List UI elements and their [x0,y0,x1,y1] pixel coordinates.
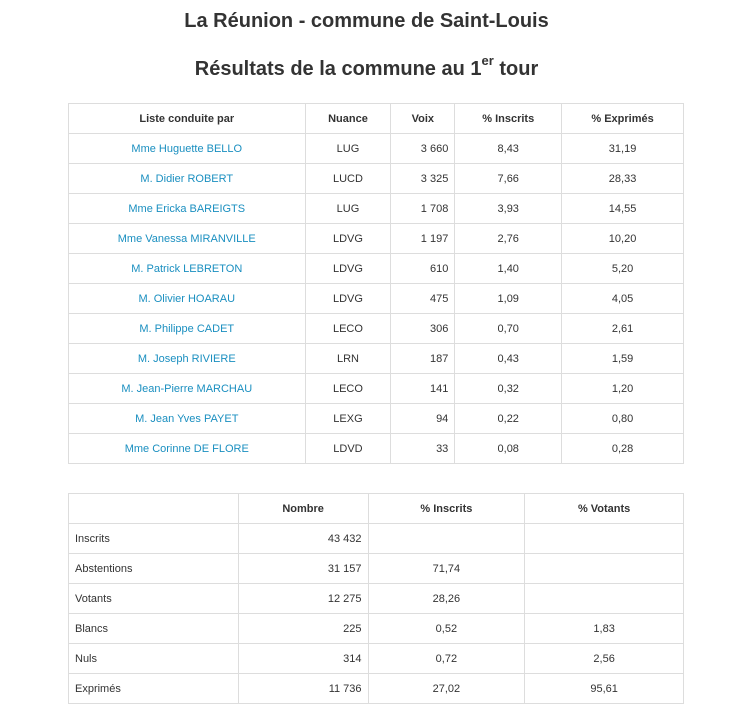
nuance-cell: LEXG [305,404,391,434]
nombre-cell: 225 [238,614,368,644]
candidate-name-link[interactable]: Mme Ericka BAREIGTS [69,194,306,224]
nuance-cell: LRN [305,344,391,374]
column-header-nombre: Nombre [238,494,368,524]
candidate-name-link[interactable]: M. Didier ROBERT [69,164,306,194]
table-row [69,284,684,314]
pct-exprimes-cell: 0,80 [562,404,684,434]
pct-inscrits-cell [368,524,525,554]
pct-inscrits-cell: 0,70 [455,314,562,344]
column-header-liste: Liste conduite par [69,104,306,134]
table-row [69,674,684,704]
summary-label-cell: Inscrits [69,524,239,554]
candidate-name-link[interactable]: M. Philippe CADET [69,314,306,344]
table-row [69,254,684,284]
pct-votants-cell [525,524,684,554]
subtitle-superscript: er [481,53,494,69]
pct-inscrits-cell: 27,02 [368,674,525,704]
nombre-cell: 12 275 [238,584,368,614]
table-row [69,194,684,224]
pct-exprimes-cell: 0,28 [562,434,684,464]
nombre-cell: 31 157 [238,554,368,584]
column-header-pct-inscrits: % Inscrits [368,494,525,524]
summary-label-cell: Nuls [69,644,239,674]
candidate-name-link[interactable]: M. Patrick LEBRETON [69,254,306,284]
pct-inscrits-cell: 0,52 [368,614,525,644]
pct-exprimes-cell: 5,20 [562,254,684,284]
voix-cell: 3 325 [391,164,455,194]
pct-exprimes-cell: 31,19 [562,134,684,164]
table-row [69,134,684,164]
table-row [69,404,684,434]
table-row [69,554,684,584]
candidate-name-link[interactable]: M. Jean Yves PAYET [69,404,306,434]
pct-inscrits-cell: 1,40 [455,254,562,284]
pct-exprimes-cell: 1,59 [562,344,684,374]
nombre-cell: 43 432 [238,524,368,554]
pct-inscrits-cell: 28,26 [368,584,525,614]
column-header-voix: Voix [391,104,455,134]
summary-table [68,493,684,704]
pct-votants-cell: 95,61 [525,674,684,704]
pct-votants-cell: 2,56 [525,644,684,674]
subtitle-text: Résultats de la commune au 1 [194,58,482,80]
table-row [69,644,684,674]
pct-votants-cell: 1,83 [525,614,684,644]
pct-inscrits-cell: 0,72 [368,644,525,674]
pct-exprimes-cell: 1,20 [562,374,684,404]
voix-cell: 475 [391,284,455,314]
table-row [69,584,684,614]
nuance-cell: LUCD [305,164,391,194]
pct-inscrits-cell: 8,43 [455,134,562,164]
nuance-cell: LDVG [305,224,391,254]
summary-label-cell: Abstentions [69,554,239,584]
results-table [68,103,684,464]
pct-inscrits-cell: 0,43 [455,344,562,374]
column-header-exprimes: % Exprimés [562,104,684,134]
table-row [69,614,684,644]
pct-inscrits-cell: 2,76 [455,224,562,254]
summary-label-cell: Exprimés [69,674,239,704]
voix-cell: 610 [391,254,455,284]
table-row [69,164,684,194]
column-header-inscrits: % Inscrits [455,104,562,134]
column-header-empty [69,494,239,524]
pct-inscrits-cell: 7,66 [455,164,562,194]
voix-cell: 1 708 [391,194,455,224]
pct-inscrits-cell: 0,32 [455,374,562,404]
pct-inscrits-cell: 0,08 [455,434,562,464]
summary-header-row [69,494,684,524]
pct-votants-cell [525,554,684,584]
results-header-row [69,104,684,134]
voix-cell: 33 [391,434,455,464]
nuance-cell: LUG [305,194,391,224]
nuance-cell: LDVG [305,284,391,314]
candidate-name-link[interactable]: Mme Huguette BELLO [69,134,306,164]
nuance-cell: LUG [305,134,391,164]
nuance-cell: LDVD [305,434,391,464]
voix-cell: 306 [391,314,455,344]
voix-cell: 3 660 [391,134,455,164]
summary-label-cell: Votants [69,584,239,614]
nombre-cell: 314 [238,644,368,674]
column-header-pct-votants: % Votants [525,494,684,524]
nombre-cell: 11 736 [238,674,368,704]
subtitle-end: tour [493,58,539,80]
summary-label-cell: Blancs [69,614,239,644]
pct-votants-cell [525,584,684,614]
voix-cell: 141 [391,374,455,404]
table-row [69,524,684,554]
pct-exprimes-cell: 2,61 [562,314,684,344]
candidate-name-link[interactable]: Mme Corinne DE FLORE [69,434,306,464]
pct-exprimes-cell: 4,05 [562,284,684,314]
table-row [69,374,684,404]
pct-inscrits-cell: 1,09 [455,284,562,314]
table-row [69,224,684,254]
column-header-nuance: Nuance [305,104,391,134]
page-subtitle [0,53,733,81]
candidate-name-link[interactable]: M. Jean-Pierre MARCHAU [69,374,306,404]
table-row [69,434,684,464]
table-row [69,344,684,374]
pct-exprimes-cell: 28,33 [562,164,684,194]
voix-cell: 187 [391,344,455,374]
page-title: La Réunion - commune de Saint-Louis [184,10,549,32]
voix-cell: 94 [391,404,455,434]
candidate-name-link[interactable]: M. Olivier HOARAU [69,284,306,314]
table-row [69,314,684,344]
pct-exprimes-cell: 14,55 [562,194,684,224]
pct-exprimes-cell: 10,20 [562,224,684,254]
nuance-cell: LDVG [305,254,391,284]
candidate-name-link[interactable]: Mme Vanessa MIRANVILLE [69,224,306,254]
nuance-cell: LECO [305,374,391,404]
nuance-cell: LECO [305,314,391,344]
candidate-name-link[interactable]: M. Joseph RIVIERE [69,344,306,374]
pct-inscrits-cell: 0,22 [455,404,562,434]
voix-cell: 1 197 [391,224,455,254]
pct-inscrits-cell: 3,93 [455,194,562,224]
pct-inscrits-cell: 71,74 [368,554,525,584]
